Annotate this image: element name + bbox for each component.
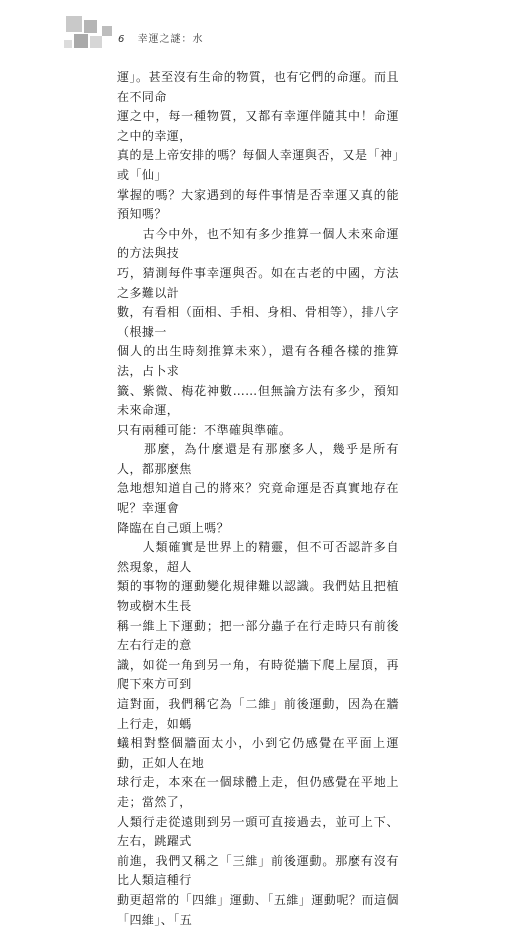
running-header [118, 30, 204, 45]
body-text [117, 68, 399, 930]
paragraph-4: 人類確實是世界上的精靈，但不可否認許多自然現象，超人 類的事物的運動變化規律難以認識。我們姑且把植物或樹木生長 稱一維上下運動；把一部分蟲子在行走時只有前後左右行走的意 識，如從一角到另一角，有時從牆下爬上屋頂，再爬下來方可到 這對面，我們稱它為「二維」前後運動，因為在牆上行走，如螞 蟻相對整個牆面太小，小到它仍感覺在平面上運動，正如人在地 球行走，本來在一個球體上走，但仍感覺在平地上走；當然了， 人類行走從遠則到另一頭可直接過去，並可上下、左右，跳躍式 前進，我們又稱之「三維」前後運動。那麼有沒有比人類這種行 動更超常的「四維」運動、「五維」運動呢？而這個「四維」、「五 [117, 540, 399, 927]
decorative-header-blocks [64, 14, 116, 54]
running-title: 幸運之謎：水 [137, 34, 204, 45]
paragraph-3: 那麼，為什麼還是有那麼多人，幾乎是所有人，都那麼焦 急地想知道自己的將來？究竟命運是否真實地存在呢？幸運會 降臨在自己頭上嗎？ [117, 442, 399, 535]
paragraph-1: 運」。甚至沒有生命的物質，也有它們的命運。而且在不同命 運之中，每一種物質，又都有幸運伴隨其中！命運之中的幸運， 真的是上帝安排的嗎？每個人幸運與否，又是「神」或「仙」 掌握的嗎？大家遇到的每件事情是否幸運又真的能預知嗎？ [117, 70, 399, 222]
paragraph-2: 古今中外，也不知有多少推算一個人未來命運的方法與技 巧，猜測每件事幸運與否。如在古老的中國，方法之多難以計 數，有看相（面相、手相、身相、骨相等），排八字（根據一 個人的出生時刻推算未來），還有各種各樣的推算法，占卜求 籤、紫微、梅花神數……但無論方法有多少，預知未來命運， 只有兩種可能：不準確與準確。 [117, 226, 399, 437]
page-number: 6 [118, 34, 126, 45]
